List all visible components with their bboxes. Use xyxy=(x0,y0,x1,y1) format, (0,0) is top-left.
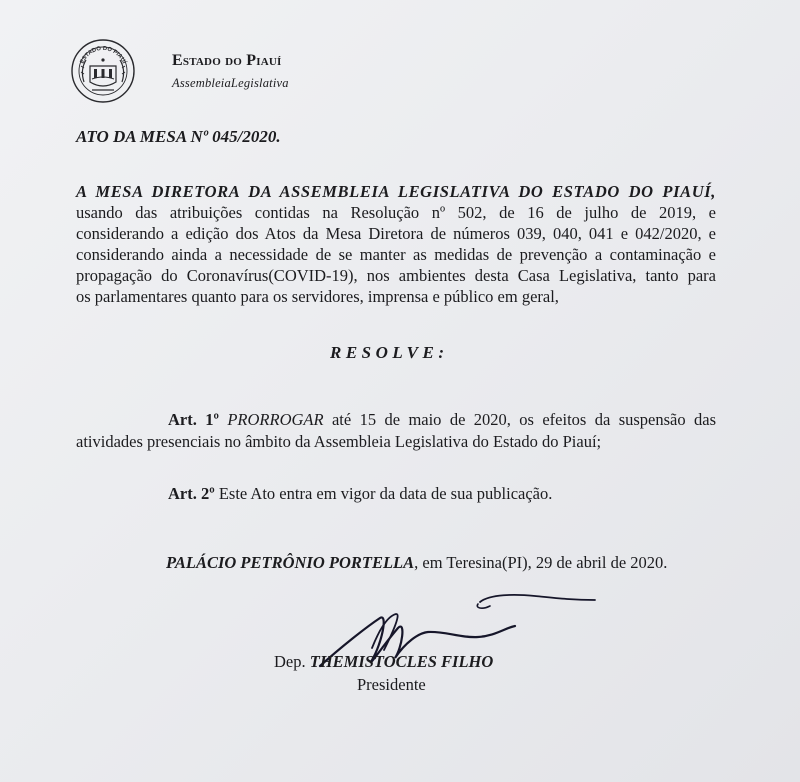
intro-line-4: considerando ainda a necessidade de se manter as medidas de prevenção a contaminação e xyxy=(76,245,716,264)
state-name-text: Estado do Piauí xyxy=(172,52,282,69)
article-1-line-1 xyxy=(76,409,716,431)
article-1-verb: PRORROGAR xyxy=(227,410,324,429)
article-1-label: Art. 1º xyxy=(168,410,219,429)
signatory-role: Presidente xyxy=(357,675,426,694)
intro-line-5: propagação do Coronavírus(COVID-19), nos ambientes desta Casa Legislativa, tanto para xyxy=(76,266,716,285)
intro-line-3: considerando a edição dos Atos da Mesa Diretora de números 039, 040, 041 e 042/2020, e xyxy=(76,224,716,243)
intro-paragraph xyxy=(76,181,716,307)
article-2 xyxy=(168,484,552,504)
article-2-text: Este Ato entra em vigor da data de sua publicação. xyxy=(218,484,553,503)
closing-line xyxy=(166,553,667,573)
signatory-prefix: Dep. xyxy=(274,652,306,671)
article-2-label: Art. 2º xyxy=(168,484,215,503)
intro-line-6: os parlamentares quanto para os servidores, imprensa e público em geral, xyxy=(76,287,559,306)
document-title: ATO DA MESA Nº 045/2020. xyxy=(76,127,281,146)
header-subtitle: AssembleiaLegislativa xyxy=(172,76,289,90)
signatory-name: THEMISTOCLES FILHO xyxy=(309,652,494,671)
closing-place: PALÁCIO PETRÔNIO PORTELLA xyxy=(166,553,415,572)
resolve-heading: RESOLVE: xyxy=(330,343,449,362)
state-seal-icon xyxy=(70,38,136,104)
article-1-text-1: até 15 de maio de 2020, os efeitos da suspensão das xyxy=(331,410,716,429)
article-1 xyxy=(76,409,716,453)
intro-line-1: A MESA DIRETORA DA ASSEMBLEIA LEGISLATIVA DO ESTADO DO PIAUÍ, xyxy=(76,182,716,201)
closing-date: , em Teresina(PI), 29 de abril de 2020. xyxy=(414,553,668,572)
svg-text:ESTADO DO PIAUÍ: ESTADO DO PIAUÍ xyxy=(79,45,127,65)
intro-line-2: usando das atribuições contidas na Resolução nº 502, de 16 de julho de 2019, e xyxy=(76,203,716,222)
signatory-line xyxy=(274,652,493,672)
article-1-text-2: atividades presenciais no âmbito da Assembleia Legislativa do Estado do Piauí; xyxy=(76,432,602,451)
header-state-name xyxy=(172,52,281,70)
